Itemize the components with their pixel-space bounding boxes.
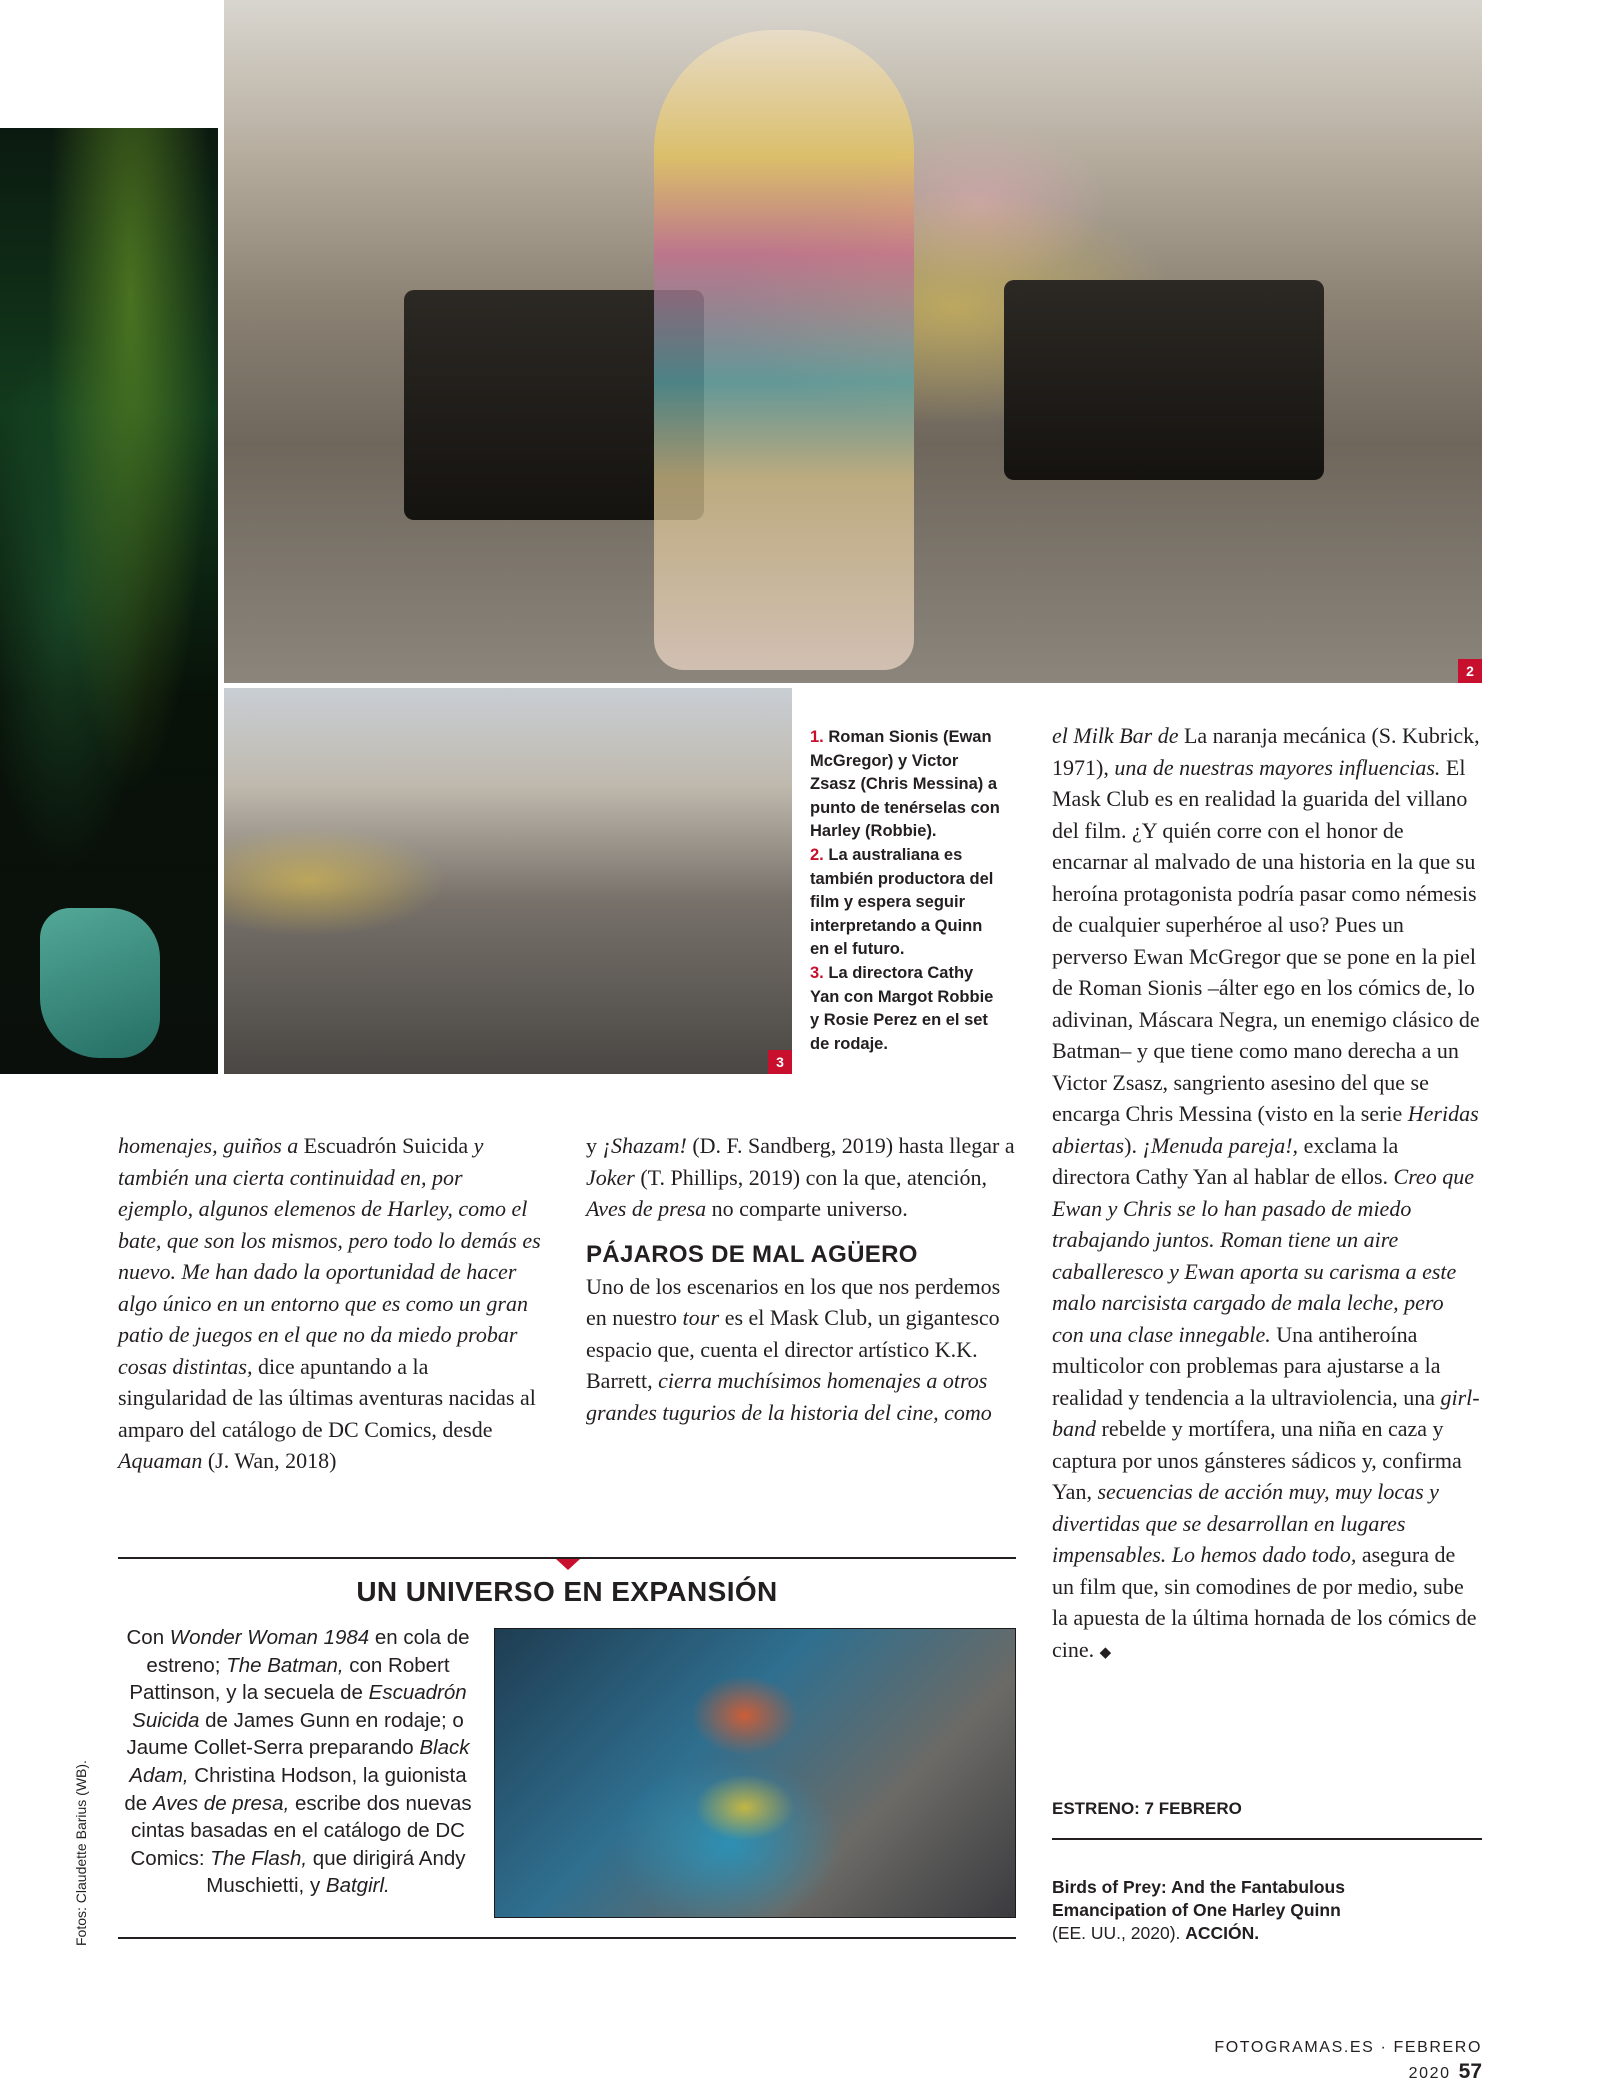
- text-run: Joker: [586, 1164, 635, 1190]
- text-run: rebelde y mortífera, una niña en caza y captura por unos gánsteres sádicos y, confirma Yan,: [1052, 1416, 1462, 1504]
- text-run: El Mask Club es en realidad la guarida del villano del film. ¿Y quién corre con el honor de encarnar al malvado de una historia en la que su heroína protagonista podría pasar como némesis de cualquier superhéroe al uso? Pues un perverso Ewan McGregor que se pone en la piel de Roman Sionis –álter ego en los cómics de, lo adivinan, Máscara Negra, un enemigo clásico de Batman– y que tiene como mano derecha a un Victor Zsasz, sangriento asesino del que se encarga Chris Messina (visto en la serie: [1052, 754, 1480, 1126]
- film-origin: (EE. UU., 2020).: [1052, 1923, 1181, 1943]
- text-run: exclama la directora Cathy Yan al hablar de ellos.: [1052, 1132, 1399, 1189]
- article-column-3: [1052, 720, 1480, 1668]
- caption-item: [810, 844, 1000, 962]
- text-run: tour: [682, 1305, 720, 1330]
- text-run: secuencias de acción muy, muy locas y divertidas que se desarrollan en lugares impensables. Lo hemos dado todo,: [1052, 1479, 1439, 1567]
- text-run: no comparte universo.: [706, 1196, 908, 1221]
- article-text: [1052, 723, 1480, 1662]
- text-run: Escuadrón Suicida: [303, 1133, 469, 1158]
- text-run: The Batman,: [226, 1653, 344, 1677]
- caption-number: 3.: [810, 963, 824, 982]
- text-run: (D. F. Sandberg, 2019) hasta llegar a: [686, 1133, 1015, 1158]
- text-run: y también una cierta continuidad en, por ejemplo, algunos elemenos de Harley, como el bate, que son los mismos, pero todo lo demás es nuevo. Me han dado la oportunidad de hacer algo único en un entorno que es como un gran patio de juegos en el que no da miedo probar cosas distintas,: [118, 1133, 541, 1379]
- text-run: (T. Phillips, 2019) con la que, atención,: [634, 1164, 987, 1190]
- text-run: es el Mask Club, un gigantesco espacio que, cuenta el director artístico K.K. Barrett,: [586, 1305, 1000, 1393]
- caption-item: [810, 726, 1000, 844]
- caption-number: 2.: [810, 845, 824, 864]
- text-run: cierra muchísimos homenajes a otros grandes tugurios de la historia del cine, como: [586, 1368, 992, 1425]
- text-run: que dirigirá Andy Muschietti, y: [206, 1846, 466, 1898]
- photo-number-badge: 3: [768, 1050, 792, 1074]
- figure-shape: [654, 30, 914, 670]
- page-number: 57: [1458, 2060, 1482, 2083]
- sidebar-text: [118, 1624, 478, 1900]
- triangle-marker-icon: [556, 1559, 580, 1570]
- sidebar-bottom-rule: [118, 1937, 1016, 1939]
- text-run: (S. Kubrick, 1971),: [1052, 723, 1480, 780]
- publication-line: FOTOGRAMAS.ES · FEBRERO 2020: [1214, 2039, 1482, 2082]
- premiere-date: ESTRENO: 7 FEBRERO: [1052, 1799, 1242, 1818]
- text-run: Aves de presa: [586, 1196, 707, 1221]
- text-run: asegura de un film que, sin comodines de por medio, sube la apuesta de la última hornada de los cómics de cine.: [1052, 1542, 1477, 1662]
- sidebar-comic-illustration: [494, 1628, 1016, 1918]
- text-run: ¡Shazam!: [602, 1133, 687, 1158]
- text-run: Escuadrón Suicida: [132, 1681, 467, 1732]
- photo-number-badge: 2: [1458, 659, 1482, 683]
- text-run: dice apuntando a la singularidad de las últimas aventuras nacidas al amparo del catálogo de DC Comics, desde: [118, 1353, 536, 1442]
- divider: [1052, 1838, 1482, 1840]
- photo-film-set: [224, 688, 792, 1074]
- page-footer: [1146, 2036, 1482, 2086]
- text-run: Uno de los escenarios en los que nos perdemos en nuestro: [586, 1273, 1001, 1330]
- text-run: con Robert Pattinson, y la secuela de: [129, 1653, 450, 1705]
- article-paragraph: [586, 1130, 1016, 1225]
- caption-text: La australiana es también productora del film y espera seguir interpretando a Quinn en el futuro.: [810, 845, 994, 959]
- text-run: Creo que Ewan y Chris se lo han pasado de miedo trabajando juntos. Roman tiene un aire caballeresco y Ewan aporta su carisma a este malo narcisista cargado de mala leche, pero con una clase innegable.: [1052, 1164, 1474, 1347]
- text-run: Christina Hodson, la guionista de: [124, 1763, 467, 1815]
- car-shape: [1004, 280, 1324, 480]
- text-run: La naranja mecánica: [1183, 723, 1366, 748]
- glove-shape: [40, 908, 160, 1058]
- text-run: de James Gunn en rodaje; o Jaume Collet-Serra preparando: [126, 1708, 464, 1760]
- text-run: y: [586, 1133, 603, 1158]
- article-paragraph: [586, 1271, 1016, 1429]
- text-run: Una antiheroína multicolor con problemas para ajustarse a la realidad y tendencia a la ultraviolencia, una: [1052, 1321, 1441, 1410]
- text-run: ).: [1124, 1132, 1143, 1158]
- film-genre: ACCIÓN.: [1185, 1923, 1260, 1943]
- text-run: escribe dos nuevas cintas basadas en el catálogo de DC Comics:: [130, 1791, 472, 1870]
- film-info: [1052, 1876, 1432, 1945]
- text-run: The Flash,: [210, 1846, 308, 1870]
- article-column-1: [118, 1130, 542, 1477]
- photo-costume-detail: [0, 128, 218, 1074]
- text-run: ¡Menuda pareja!,: [1142, 1132, 1299, 1158]
- section-subheading: PÁJAROS DE MAL AGÜERO: [586, 1240, 918, 1268]
- text-run: Black Adam,: [129, 1736, 470, 1787]
- text-run: homenajes, guiños a: [118, 1133, 304, 1158]
- end-mark-icon: ◆: [1099, 1642, 1112, 1661]
- article-paragraph: [1052, 720, 1480, 1668]
- text-run: (J. Wan, 2018): [202, 1448, 337, 1473]
- sidebar-title: UN UNIVERSO EN EXPANSIÓN: [356, 1576, 778, 1607]
- text-run: Batgirl.: [325, 1874, 390, 1898]
- photo-harley-quinn-street: [224, 0, 1482, 683]
- caption-text: Roman Sionis (Ewan McGregor) y Victor Zsasz (Chris Messina) a punto de tenérselas con Harley (Robbie).: [810, 728, 1000, 841]
- text-run: Wonder Woman 1984: [169, 1626, 370, 1649]
- caption-text: La directora Cathy Yan con Margot Robbie y Rosie Perez en el set de rodaje.: [810, 963, 994, 1053]
- photo-credit: Fotos: Claudette Barius (WB).: [73, 1760, 89, 1946]
- article-paragraph: [118, 1130, 542, 1477]
- text-run: el Milk Bar de: [1052, 723, 1184, 748]
- article-column-2: [586, 1130, 1016, 1428]
- text-run: una de nuestras mayores influencias.: [1114, 754, 1441, 780]
- text-run: Aquaman: [118, 1448, 203, 1473]
- text-run: Heridas abiertas: [1052, 1101, 1479, 1158]
- film-title: Birds of Prey: And the Fantabulous Emancipation of One Harley Quinn: [1052, 1877, 1345, 1920]
- text-run: Con: [126, 1626, 170, 1649]
- text-run: girl-band: [1052, 1384, 1480, 1441]
- caption-item: [810, 962, 1000, 1056]
- caption-number: 1.: [810, 728, 824, 746]
- text-run: Aves de presa,: [152, 1791, 290, 1815]
- photo-caption: [810, 726, 1000, 1056]
- text-run: en cola de estreno;: [146, 1626, 470, 1677]
